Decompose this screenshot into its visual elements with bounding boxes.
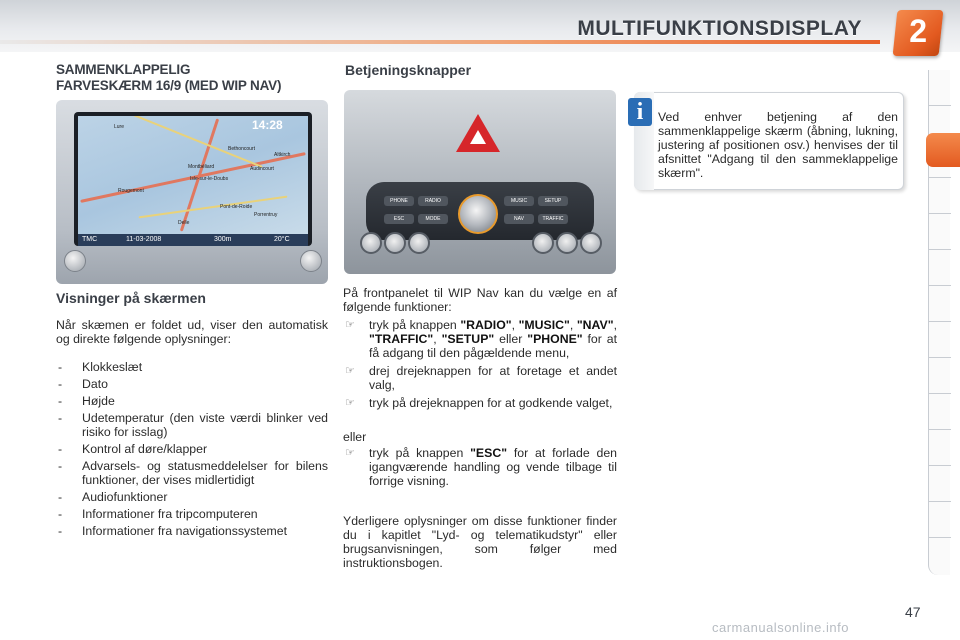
key-esc: "ESC"	[470, 446, 508, 460]
chapter-tab-active[interactable]	[926, 133, 960, 167]
key-music: "MUSIC"	[518, 318, 570, 332]
pointing-hand-icon: ☞	[345, 447, 355, 459]
map-place: Montbéliard	[188, 164, 215, 170]
chapter-tab[interactable]	[929, 502, 951, 538]
list-item: - Informationer fra navigationssystemet	[56, 524, 328, 538]
key-setup: "SETUP"	[441, 332, 495, 346]
text: tryk på drejeknappen for at godkende valget,	[369, 396, 613, 410]
setup-button: SETUP	[538, 196, 568, 206]
section-title-screen	[56, 62, 281, 94]
key-radio: "RADIO"	[460, 318, 512, 332]
chapter-tab[interactable]	[929, 178, 951, 214]
screen-temperature: 20°C	[274, 236, 290, 243]
screen-clock: 14:28	[252, 118, 283, 132]
chapter-tab[interactable]	[929, 358, 951, 394]
chapter-tab[interactable]	[929, 286, 951, 322]
list-item: - Klokkeslæt	[56, 360, 328, 374]
climate-button	[580, 232, 602, 254]
list-item: - Audiofunktioner	[56, 490, 328, 504]
chapter-tab[interactable]	[929, 250, 951, 286]
list-item: - Advarsels- og statusmeddelelser for bilens funktioner, der vises midlertidigt	[56, 459, 328, 487]
display-photo	[56, 100, 328, 284]
list-item: - Udetemperatur (den viste værdi blinker ved risiko for isslag)	[56, 411, 328, 439]
list-item	[343, 318, 617, 360]
chapter-tab[interactable]	[929, 322, 951, 358]
subheading-screen-views: Visninger på skærmen	[56, 290, 206, 306]
map-place: Bethoncourt	[228, 146, 255, 152]
mode-button: MODE	[418, 214, 448, 224]
text: for at få adgang til den pågældende menu,	[369, 332, 617, 360]
pointing-hand-icon: ☞	[345, 365, 355, 377]
music-button: MUSIC	[504, 196, 534, 206]
nav-button: NAV	[504, 214, 534, 224]
display-side-button	[300, 250, 322, 272]
phone-button: PHONE	[384, 196, 414, 206]
text: tryk på knappen	[369, 446, 471, 460]
screen-distance: 300m	[214, 236, 232, 243]
text: ,	[511, 318, 519, 332]
map-place: Porrentruy	[254, 212, 278, 218]
watermark: carmanualsonline.info	[712, 620, 849, 635]
text: tryk på knappen	[369, 318, 461, 332]
map-place: Rougemont	[118, 188, 144, 194]
hazard-inner-icon	[470, 130, 486, 144]
map-place: Pont-de-Roide	[220, 204, 253, 210]
climate-button	[556, 232, 578, 254]
controls-list	[343, 318, 617, 414]
list-item: - Højde	[56, 394, 328, 408]
map-road	[113, 116, 262, 168]
screen-intro: Når skæmen er foldet ud, viser den automatisk og direkte følgende oplysninger:	[56, 318, 328, 346]
text: for at forlade den igangværende handling og vende tilbage til forrige visning.	[369, 446, 617, 488]
chapter-tab[interactable]	[929, 430, 951, 466]
pointing-hand-icon: ☞	[345, 319, 355, 331]
display-items-list	[56, 360, 328, 541]
control-panel-photo	[344, 90, 616, 274]
chapter-tab[interactable]	[929, 466, 951, 502]
chapter-badge	[893, 10, 944, 56]
list-item: - Dato	[56, 377, 328, 391]
map-place: Audincourt	[250, 166, 274, 172]
map-place: Delle	[178, 220, 190, 226]
key-phone: "PHONE"	[527, 332, 583, 346]
esc-button: ESC	[384, 214, 414, 224]
controls-list-esc	[343, 446, 617, 492]
controls-intro: På frontpanelet til WIP Nav kan du vælge en af følgende funktioner:	[343, 286, 617, 314]
page-title: MULTIFUNKTIONSDISPLAY	[577, 17, 862, 40]
display-side-button	[64, 250, 86, 272]
text: ,	[433, 332, 442, 346]
map-place: Lure	[114, 124, 125, 130]
or-text: eller	[343, 430, 367, 444]
list-item	[343, 396, 617, 410]
screen-statusbar	[78, 234, 308, 246]
chapter-tab[interactable]	[929, 70, 951, 106]
pointing-hand-icon: ☞	[345, 397, 355, 409]
page-number: 47	[905, 604, 921, 620]
title-line-2: FARVESKÆRM 16/9 (MED WIP NAV)	[56, 78, 282, 93]
list-item: - Informationer fra tripcomputeren	[56, 507, 328, 521]
map-place: Altkirch	[274, 152, 291, 158]
chapter-tab[interactable]	[929, 214, 951, 250]
climate-button	[408, 232, 430, 254]
chapter-tab[interactable]	[929, 394, 951, 430]
text: drej drejeknappen for at foretage et andet valg,	[369, 364, 617, 392]
rotary-knob	[458, 194, 498, 234]
key-traffic: "TRAFFIC"	[369, 332, 434, 346]
title-line-1: SAMMENKLAPPELIG	[56, 62, 191, 77]
list-item	[343, 446, 617, 488]
traffic-button: TRAFFIC	[538, 214, 568, 224]
text: ,	[613, 318, 617, 332]
text: ,	[569, 318, 577, 332]
climate-button	[360, 232, 382, 254]
info-text: Ved enhver betjening af den sammenklappelige skærm (åbning, lukning, justering af positionen osv.) henvises der til afsnittet "Adgang til den sammeklappelige skærm".	[658, 110, 898, 180]
screen-date: 11-03-2008	[126, 236, 162, 243]
section-title-controls: Betjeningsknapper	[345, 62, 472, 78]
nav-map	[78, 116, 308, 234]
key-nav: "NAV"	[576, 318, 614, 332]
text: eller	[494, 332, 528, 346]
list-item	[343, 364, 617, 392]
climate-button	[532, 232, 554, 254]
footer-note: Yderligere oplysninger om disse funktioner finder du i kapitlet "Lyd- og telematikudstyr" eller brugsanvisningen, som følger med instruktionsbogen.	[343, 514, 617, 570]
radio-button: RADIO	[418, 196, 448, 206]
info-icon: i	[628, 98, 652, 126]
map-place: Isle-sur-le-Doubs	[190, 176, 229, 182]
climate-button	[384, 232, 406, 254]
tmc-label: TMC	[82, 236, 98, 243]
chapter-number: 2	[909, 13, 928, 49]
list-item: - Kontrol af døre/klapper	[56, 442, 328, 456]
